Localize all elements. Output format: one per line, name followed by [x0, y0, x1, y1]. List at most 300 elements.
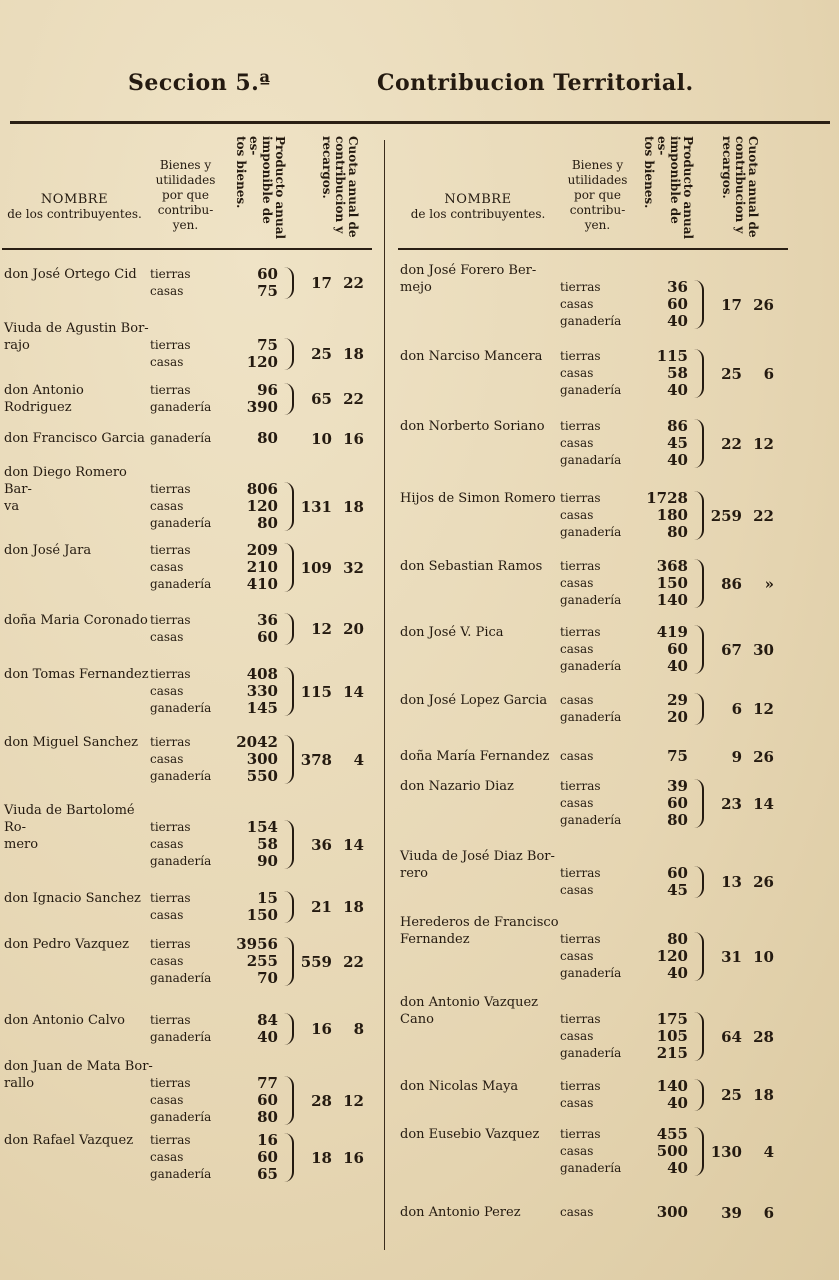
grouping-brace	[694, 693, 704, 725]
property-item	[560, 965, 688, 982]
quota-maravedis: 20	[343, 620, 364, 638]
property-list	[150, 819, 278, 870]
property-type: ganadería	[150, 1030, 212, 1044]
property-item	[560, 1045, 688, 1062]
taxable-product: 45	[667, 881, 688, 899]
property-type: tierras	[150, 1013, 191, 1027]
property-type: casas	[560, 1144, 594, 1158]
quota-reales: 21	[311, 898, 332, 916]
taxable-product: 39	[667, 777, 688, 795]
quota-reales: 28	[311, 1091, 332, 1110]
property-item	[560, 279, 688, 296]
quota-maravedis: »	[764, 574, 774, 593]
property-type: casas	[150, 908, 184, 922]
page-title: Contribucion Territorial.	[377, 70, 694, 96]
nombre-heading	[398, 192, 558, 222]
quota-maravedis: 12	[753, 434, 774, 453]
property-type: casas	[560, 749, 594, 763]
property-list	[560, 748, 688, 765]
taxable-product: 40	[257, 1028, 278, 1046]
property-item	[150, 890, 278, 907]
contributor-name: doña María Fernandez	[400, 749, 550, 764]
property-item	[560, 641, 688, 658]
nombre-label: NOMBRE	[444, 192, 512, 207]
property-item	[150, 382, 278, 399]
property-item	[150, 337, 278, 354]
grouping-brace	[284, 820, 294, 869]
quota-maravedis: 22	[753, 506, 774, 525]
property-type: tierras	[150, 1076, 191, 1090]
annual-quota	[704, 641, 774, 659]
property-list	[560, 1078, 688, 1112]
property-type: tierras	[560, 932, 601, 946]
contributor-name: don Eusebio Vazquez	[400, 1127, 540, 1142]
property-type: casas	[150, 954, 184, 968]
taxable-product: 84	[257, 1011, 278, 1029]
taxable-product: 209	[246, 541, 278, 559]
property-type: tierras	[560, 625, 601, 639]
grouping-brace	[284, 482, 294, 531]
property-list	[150, 734, 278, 785]
taxable-product: 175	[656, 1010, 688, 1028]
property-list	[560, 778, 688, 829]
quota-reales: 25	[721, 364, 742, 383]
property-item	[560, 558, 688, 575]
property-list	[560, 348, 688, 399]
annual-quota	[294, 953, 364, 971]
annual-quota	[294, 898, 364, 916]
property-type: tierras	[560, 866, 601, 880]
property-type: ganadería	[150, 1167, 212, 1181]
property-item	[150, 734, 278, 751]
grouping-brace	[284, 1013, 294, 1045]
quota-reales: 378	[300, 750, 332, 769]
property-type: tierras	[560, 280, 601, 294]
property-item	[150, 1029, 278, 1046]
property-type: ganadaría	[560, 453, 622, 467]
property-type: tierras	[150, 338, 191, 352]
property-type: ganadería	[560, 659, 622, 673]
taxable-product: 300	[656, 1203, 688, 1221]
grouping-brace	[694, 419, 704, 468]
contributor-name: don Sebastian Ramos	[400, 559, 543, 574]
property-type: casas	[560, 883, 594, 897]
grouping-brace	[284, 937, 294, 986]
property-type: ganadería	[150, 1110, 212, 1124]
taxable-product: 1728	[646, 489, 688, 507]
property-list	[560, 279, 688, 330]
property-item	[150, 515, 278, 532]
quota-reales: 6	[731, 700, 742, 718]
taxable-product: 806	[246, 480, 278, 498]
taxable-product: 120	[246, 353, 278, 371]
taxable-product: 16	[257, 1131, 278, 1149]
quota-maravedis: 26	[753, 295, 774, 314]
taxable-product: 180	[656, 506, 688, 524]
property-item	[560, 624, 688, 641]
property-item	[150, 819, 278, 836]
quota-reales: 109	[300, 558, 332, 577]
quota-maravedis: 12	[343, 1091, 364, 1110]
annual-quota	[704, 795, 774, 813]
taxable-product: 105	[656, 1027, 688, 1045]
contributor-name: Hijos de Simon Romero	[400, 491, 556, 506]
annual-quota	[294, 498, 364, 516]
quota-maravedis: 4	[353, 750, 364, 769]
taxable-product: 60	[257, 265, 278, 283]
property-type: ganadería	[150, 854, 212, 868]
contributor-name: don Rafael Vazquez	[4, 1133, 134, 1148]
quota-maravedis: 14	[343, 682, 364, 701]
property-item	[150, 1132, 278, 1149]
property-item	[150, 1092, 278, 1109]
quota-reales: 9	[731, 747, 742, 766]
taxable-product: 96	[257, 381, 278, 399]
taxable-product: 154	[246, 818, 278, 836]
property-item	[560, 365, 688, 382]
taxable-product: 60	[667, 295, 688, 313]
quota-reales: 22	[721, 434, 742, 453]
annual-quota	[294, 1020, 364, 1038]
property-item	[150, 498, 278, 515]
taxable-product: 40	[667, 964, 688, 982]
taxable-product: 60	[667, 640, 688, 658]
property-type: tierras	[560, 419, 601, 433]
taxable-product: 215	[656, 1044, 688, 1062]
property-item	[560, 1028, 688, 1045]
property-type: ganadería	[560, 1046, 622, 1060]
header-rule	[10, 121, 830, 124]
quota-reales: 18	[311, 1148, 332, 1167]
contributor-name: don José Lopez Garcia	[400, 693, 548, 708]
property-type: casas	[150, 499, 184, 513]
taxable-product: 15	[257, 889, 278, 907]
property-type: casas	[560, 508, 594, 522]
property-type: tierras	[150, 735, 191, 749]
property-item	[560, 865, 688, 882]
property-item	[150, 283, 278, 300]
quota-maravedis: 6	[763, 1203, 774, 1222]
property-item	[560, 313, 688, 330]
quota-maravedis: 22	[343, 274, 364, 292]
nombre-label: NOMBRE	[40, 192, 109, 207]
property-list	[560, 490, 688, 541]
grouping-brace	[284, 267, 294, 299]
taxable-product: 550	[246, 767, 278, 785]
taxable-product: 60	[257, 1091, 278, 1109]
property-type: casas	[560, 576, 594, 590]
taxable-product: 75	[667, 747, 688, 765]
nombre-sublabel: de los contribuyentes.	[7, 207, 142, 221]
taxable-product: 120	[656, 947, 688, 965]
property-item	[150, 953, 278, 970]
grouping-brace	[694, 1079, 704, 1111]
taxable-product: 40	[667, 657, 688, 675]
annual-quota	[704, 575, 774, 593]
contributor-name: don Antonio Perez	[400, 1205, 521, 1220]
contributor-name: Viuda de Bartolomé Ro- mero	[4, 803, 135, 852]
grouping-brace	[694, 349, 704, 398]
taxable-product: 40	[667, 1094, 688, 1112]
quota-reales: 13	[721, 873, 742, 891]
taxable-product: 500	[656, 1142, 688, 1160]
taxable-product: 60	[667, 794, 688, 812]
property-type: casas	[560, 297, 594, 311]
property-type: ganadería	[150, 516, 212, 530]
right-column	[398, 130, 788, 1222]
quota-maravedis: 18	[343, 898, 364, 916]
contributor-name: don Ignacio Sanchez	[4, 891, 141, 906]
property-type: tierras	[150, 613, 191, 627]
taxable-product: 58	[667, 364, 688, 382]
taxable-product: 36	[667, 278, 688, 296]
property-item	[150, 768, 278, 785]
taxable-product: 120	[246, 497, 278, 515]
property-item	[560, 709, 688, 726]
cuota-heading: Cuota anual de contribucion y recargos.	[720, 136, 760, 238]
quota-reales: 12	[311, 620, 332, 638]
quota-maravedis: 26	[753, 873, 774, 891]
quota-maravedis: 18	[753, 1086, 774, 1104]
property-type: ganadería	[560, 813, 622, 827]
quota-reales: 559	[300, 952, 332, 971]
grouping-brace	[694, 779, 704, 828]
quota-maravedis: 22	[343, 390, 364, 408]
quota-reales: 115	[300, 682, 332, 701]
contributor-name: don Diego Romero Bar- va	[4, 465, 127, 514]
property-list	[560, 931, 688, 982]
producto-heading: Producto anual imponible de es- tos bienes.	[642, 136, 695, 240]
property-item	[150, 559, 278, 576]
property-type: casas	[150, 684, 184, 698]
quota-maravedis: 28	[753, 1027, 774, 1046]
quota-maravedis: 10	[753, 947, 774, 966]
property-type: ganadería	[150, 971, 212, 985]
quota-reales: 36	[311, 835, 332, 854]
annual-quota	[294, 751, 364, 769]
property-list	[150, 481, 278, 532]
property-type: tierras	[150, 891, 191, 905]
taxable-product: 75	[257, 282, 278, 300]
property-type: ganadería	[560, 525, 622, 539]
section-label: Seccion 5.ª	[128, 70, 271, 96]
quota-maravedis: 18	[343, 497, 364, 516]
contributor-name: don Norberto Soriano	[400, 419, 545, 434]
property-type: ganadería	[150, 577, 212, 591]
taxable-product: 58	[257, 835, 278, 853]
grouping-brace	[284, 543, 294, 592]
contributor-name: don Antonio Rodriguez	[4, 383, 84, 415]
property-item	[150, 1166, 278, 1183]
bienes-heading: Bienes y utilidades por que contribu- yen.	[567, 158, 628, 232]
taxable-product: 419	[656, 623, 688, 641]
contributor-name: don Narciso Mancera	[400, 349, 543, 364]
quota-maravedis: 4	[763, 1142, 774, 1161]
property-item	[150, 666, 278, 683]
column-divider	[384, 140, 385, 1250]
property-type: tierras	[560, 779, 601, 793]
quota-maravedis: 26	[753, 747, 774, 766]
quota-reales: 16	[311, 1020, 332, 1038]
property-list	[150, 266, 278, 300]
property-type: casas	[150, 1150, 184, 1164]
property-type: casas	[560, 693, 594, 707]
taxable-product: 150	[656, 574, 688, 592]
taxable-product: 80	[667, 523, 688, 541]
taxable-product: 80	[257, 514, 278, 532]
property-item	[560, 592, 688, 609]
quota-reales: 86	[721, 574, 742, 593]
taxable-product: 300	[246, 750, 278, 768]
property-item	[560, 1160, 688, 1177]
quota-reales: 130	[710, 1142, 742, 1161]
contributor-name: don Pedro Vazquez	[4, 937, 130, 952]
quota-reales: 17	[311, 274, 332, 292]
contributor-name: don Miguel Sanchez	[4, 735, 139, 750]
property-type: casas	[560, 1029, 594, 1043]
contributor-name: don José Forero Ber- mejo	[400, 263, 537, 295]
property-type: ganadería	[150, 769, 212, 783]
taxable-product: 140	[656, 591, 688, 609]
property-type: tierras	[150, 667, 191, 681]
annual-quota	[704, 748, 774, 766]
taxable-product: 140	[656, 1077, 688, 1095]
taxable-product: 455	[656, 1125, 688, 1143]
contributor-name: Herederos de Francisco Fernandez	[400, 915, 559, 947]
contributor-name: don Antonio Vazquez Cano	[400, 995, 538, 1027]
property-item	[560, 882, 688, 899]
property-item	[560, 452, 688, 469]
quota-reales: 65	[311, 390, 332, 408]
property-item	[150, 907, 278, 924]
taxable-product: 60	[257, 628, 278, 646]
property-list	[150, 337, 278, 371]
quota-maravedis: 8	[353, 1020, 364, 1038]
property-type: casas	[560, 1205, 594, 1219]
grouping-brace	[284, 383, 294, 415]
quota-maravedis: 14	[753, 794, 774, 813]
taxable-product: 36	[257, 611, 278, 629]
taxable-product: 75	[257, 336, 278, 354]
left-column	[2, 130, 372, 1183]
property-item	[560, 575, 688, 592]
taxable-product: 80	[667, 930, 688, 948]
property-item	[560, 748, 688, 765]
property-item	[560, 948, 688, 965]
grouping-brace	[694, 559, 704, 608]
contributor-name: don Tomas Fernandez	[4, 667, 149, 682]
property-item	[560, 524, 688, 541]
property-type: casas	[560, 366, 594, 380]
property-type: ganadería	[560, 710, 622, 724]
annual-quota	[704, 1028, 774, 1046]
property-list	[150, 936, 278, 987]
contributor-name: don Nicolas Maya	[400, 1079, 519, 1094]
taxable-product: 80	[257, 429, 278, 447]
property-type: tierras	[560, 349, 601, 363]
taxable-product: 80	[667, 811, 688, 829]
property-item	[560, 1204, 688, 1221]
annual-quota	[294, 559, 364, 577]
annual-quota	[294, 1149, 364, 1167]
annual-quota	[704, 1204, 774, 1222]
property-item	[560, 435, 688, 452]
quota-maravedis: 32	[343, 558, 364, 577]
property-item	[150, 853, 278, 870]
taxable-product: 150	[246, 906, 278, 924]
property-item	[150, 1075, 278, 1092]
right-table-header	[398, 130, 788, 250]
property-type: ganadería	[560, 966, 622, 980]
property-item	[560, 1095, 688, 1112]
property-list	[150, 382, 278, 416]
property-item	[560, 658, 688, 675]
annual-quota	[704, 435, 774, 453]
property-type: casas	[150, 284, 184, 298]
contributor-name: don Nazario Diaz	[400, 779, 514, 794]
taxable-product: 3956	[236, 935, 278, 953]
grouping-brace	[284, 1076, 294, 1125]
property-list	[150, 1075, 278, 1126]
taxable-product: 60	[257, 1148, 278, 1166]
property-type: casas	[150, 630, 184, 644]
quota-maravedis: 6	[763, 364, 774, 383]
property-type: casas	[560, 949, 594, 963]
taxable-product: 20	[667, 708, 688, 726]
annual-quota	[704, 948, 774, 966]
annual-quota	[294, 430, 364, 448]
property-list	[150, 542, 278, 593]
property-type: tierras	[150, 383, 191, 397]
grouping-brace	[694, 1012, 704, 1061]
property-item	[150, 836, 278, 853]
quota-maravedis: 14	[343, 835, 364, 854]
annual-quota	[704, 873, 774, 891]
property-type: ganadería	[150, 701, 212, 715]
property-item	[560, 778, 688, 795]
grouping-brace	[284, 613, 294, 645]
property-type: tierras	[150, 482, 191, 496]
property-item	[150, 1109, 278, 1126]
property-type: ganadería	[150, 400, 212, 414]
producto-heading: Producto anual imponible de es- tos bienes.	[234, 136, 287, 240]
taxable-product: 45	[667, 434, 688, 452]
quota-reales: 25	[311, 345, 332, 363]
property-type: tierras	[560, 1012, 601, 1026]
page-header	[0, 70, 839, 104]
taxable-product: 115	[656, 347, 688, 365]
property-list	[150, 430, 278, 447]
contributor-name: don Antonio Calvo	[4, 1013, 125, 1028]
taxable-product: 210	[246, 558, 278, 576]
property-list	[560, 558, 688, 609]
property-list	[560, 865, 688, 899]
property-type: ganadería	[560, 314, 622, 328]
grouping-brace	[694, 1127, 704, 1176]
quota-reales: 31	[721, 947, 742, 966]
property-type: casas	[150, 560, 184, 574]
quota-reales: 25	[721, 1086, 742, 1104]
annual-quota	[704, 507, 774, 525]
property-item	[150, 266, 278, 283]
property-item	[150, 542, 278, 559]
property-type: ganadería	[560, 593, 622, 607]
property-type: casas	[150, 752, 184, 766]
grouping-brace	[694, 932, 704, 981]
grouping-brace	[284, 1133, 294, 1182]
taxable-product: 408	[246, 665, 278, 683]
taxable-product: 255	[246, 952, 278, 970]
